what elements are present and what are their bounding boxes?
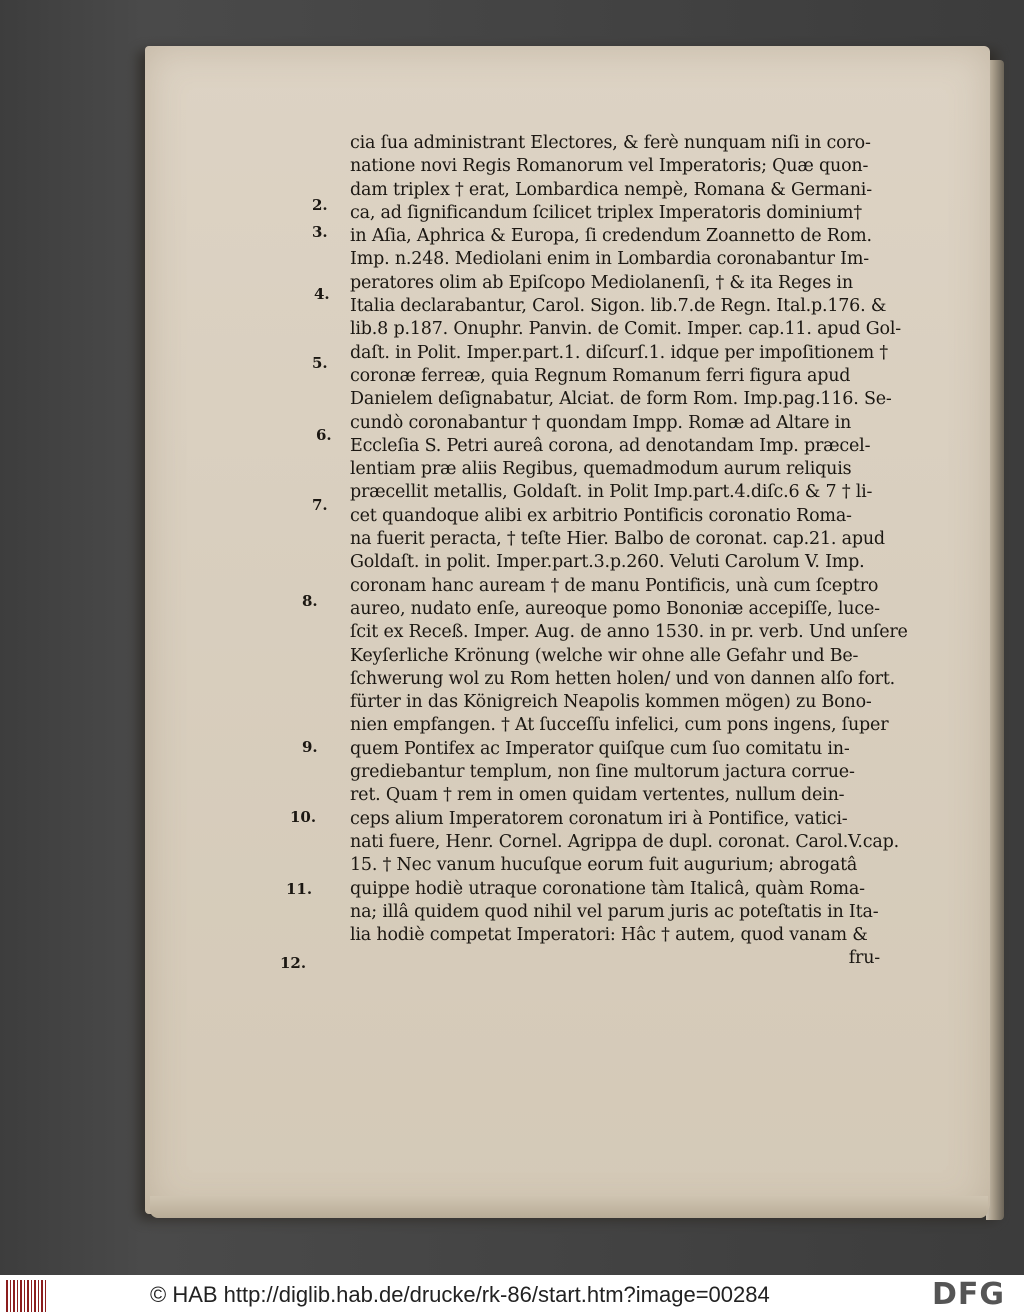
text-line: lib.8 p.187. Onuphr. Panvin. de Comit. Imper. cap.11. apud Gol-	[350, 319, 901, 340]
margin-number: 9.	[302, 738, 318, 756]
text-line: coronam hanc auream † de manu Pontificis, unà cum ſceptro	[350, 575, 879, 596]
text-line: natione novi Regis Romanorum vel Imperatoris; Quæ quon-	[350, 156, 869, 177]
text-line: na; illâ quidem quod nihil vel parum juris ac poteſtatis in Ita-	[350, 901, 879, 922]
barcode-icon	[6, 1280, 46, 1312]
text-line: quem Pontifex ac Imperator quiſque cum ſuo comitatu in-	[350, 738, 850, 759]
text-line: Danielem deſignabatur, Alciat. de form Rom. Imp.pag.116. Se-	[350, 389, 892, 410]
text-line: quippe hodiè utraque coronatione tàm Italicâ, quàm Roma-	[350, 878, 865, 899]
text-line: nien empfangen. † At ſucceſſu infelici, cum pons ingens, ſuper	[350, 715, 889, 736]
margin-number: 6.	[316, 426, 332, 444]
text-line: ceps alium Imperatorem coronatum iri à Pontifice, vatici-	[350, 808, 848, 829]
dfg-logo: DFG	[932, 1277, 1006, 1312]
text-line: cundò coronabantur † quondam Impp. Romæ ad Altare in	[350, 412, 852, 433]
text-line: Italia declarabantur, Carol. Sigon. lib.7.de Regn. Ital.p.176. &	[350, 296, 887, 317]
text-line: ret. Quam † rem in omen quidam vertentes, nullum dein-	[350, 785, 845, 806]
text-line: Imp. n.248. Mediolani enim in Lombardia coronabantur Im-	[350, 249, 869, 270]
text-line: ca, ad ſignificandum ſcilicet triplex Imperatoris dominium†	[350, 202, 862, 223]
main-text	[350, 132, 910, 971]
text-line: præcellit metallis, Goldaſt. in Polit Imp.part.4.diſc.6 & 7 † li-	[350, 482, 873, 503]
text-line: cia ſua administrant Electores, & ferè nunquam niſi in coro-	[350, 133, 871, 153]
text-line: 15. † Nec vanum hucuſque eorum fuit augurium; abrogatâ	[350, 855, 858, 876]
text-line: cet quandoque alibi ex arbitrio Pontificis coronatio Roma-	[350, 505, 852, 526]
text-line: ſchwerung wol zu Rom hetten holen/ und von dannen alſo fort.	[350, 668, 896, 689]
text-line: in Aſia, Aphrica & Europa, ſi credendum Zoannetto de Rom.	[350, 226, 872, 247]
text-line: coronæ ferreæ, quia Regnum Romanum ferri figura apud	[350, 365, 851, 386]
text-line: lentiam præ aliis Regibus, quemadmodum aurum reliquis	[350, 459, 852, 480]
attribution-link[interactable]: © HAB http://diglib.hab.de/drucke/rk-86/start.htm?image=00284	[150, 1282, 770, 1307]
margin-number: 11.	[286, 880, 313, 898]
text-line: daſt. in Polit. Imper.part.1. diſcurſ.1. idque per impoſitionem †	[350, 342, 888, 363]
text-line: na fuerit peracta, † teſte Hier. Balbo de coronat. cap.21. apud	[350, 529, 885, 550]
margin-number: 8.	[302, 592, 318, 610]
text-line: Goldaſt. in polit. Imper.part.3.p.260. Veluti Carolum V. Imp.	[350, 552, 865, 573]
margin-number: 4.	[314, 285, 330, 303]
text-line: fürter in das Königreich Neapolis kommen mögen) zu Bono-	[350, 692, 872, 713]
text-line: nati fuere, Henr. Cornel. Agrippa de dupl. coronat. Carol.V.cap.	[350, 831, 899, 852]
text-line: lia hodiè competat Imperatori: Hâc † autem, quod vanam &	[350, 925, 868, 946]
margin-number: 3.	[312, 223, 328, 241]
text-line: dam triplex † erat, Lombardica nempè, Romana & Germani-	[350, 179, 872, 200]
page-bottom-edge	[150, 1196, 988, 1218]
text-line: peratores olim ab Epiſcopo Mediolanenſi, † & ita Reges in	[350, 272, 853, 293]
text-line: Eccleſia S. Petri aureâ corona, ad denotandam Imp. præcel-	[350, 435, 871, 456]
text-line: Keyſerliche Krönung (welche wir ohne alle Gefahr und Be-	[350, 645, 859, 666]
text-line: aureo, nudato enſe, aureoque pomo Bononiæ accepiſſe, luce-	[350, 598, 880, 619]
margin-number: 10.	[290, 808, 317, 826]
text-line: grediebantur templum, non ſine multorum jactura corrue-	[350, 762, 855, 783]
viewer-footer	[0, 1275, 1024, 1316]
margin-number: 7.	[312, 496, 328, 514]
margin-number: 5.	[312, 354, 328, 372]
catchword: fru-	[848, 948, 880, 969]
text-line: ſcit ex Receß. Imper. Aug. de anno 1530. in pr. verb. Und unſere	[350, 622, 908, 643]
margin-number: 12.	[280, 954, 307, 972]
margin-number: 2.	[312, 196, 328, 214]
